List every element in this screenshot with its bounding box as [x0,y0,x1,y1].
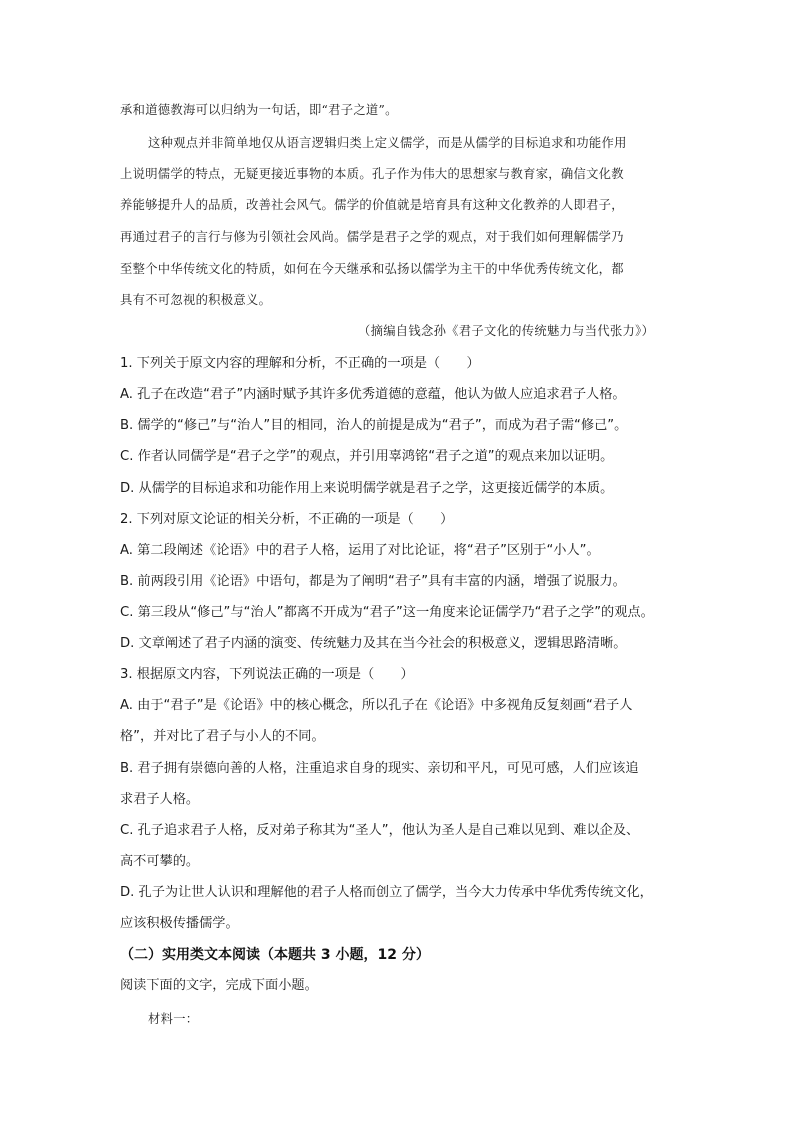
passage-line: 养能够提升人的品质，改善社会风气。儒学的价值就是培育具有这种文化教养的人即君子， [120,198,624,212]
passage-line: 具有不可忽视的积极意义。 [120,293,272,307]
section-heading: （二）实用类文本阅读（本题共 3 小题，12 分） [120,947,430,963]
question-1-option-c: C. 作者认同儒学是“君子之学”的观点，并引用辜鸿铭“君子之道”的观点来加以证明。 [120,449,614,464]
question-2-option-b: B. 前两段引用《论语》中语句，都是为了阐明“君子”具有丰富的内涵，增强了说服力。 [120,574,626,589]
question-2-option-c: C. 第三段从“修己”与“治人”都离不开成为“君子”这一角度来论证儒学乃“君子之学”的观点。 [120,605,654,620]
question-3-option-a: A. 由于“君子”是《论语》中的核心概念，所以孔子在《论语》中多视角反复刻画“君子人 [120,698,633,713]
passage-line: 再通过君子的言行与修为引领社会风尚。儒学是君子之学的观点，对于我们如何理解儒学乃 [120,230,624,244]
question-3-stem: 3. 根据原文内容，下列说法正确的一项是（ ） [120,667,414,682]
question-1-option-b: B. 儒学的“修己”与“治人”目的相同，治人的前提是成为“君子”，而成为君子需“修己”。 [120,418,628,433]
question-3-option-d: D. 孔子为让世人认识和理解他的君子人格而创立了儒学，当今大力传承中华优秀传统文化， [120,885,653,900]
question-2-option-d: D. 文章阐述了君子内涵的演变、传统魅力及其在当今社会的积极意义，逻辑思路清晰。 [120,636,627,651]
question-1-stem: 1. 下列关于原文内容的理解和分析，不正确的一项是（ ） [120,356,480,371]
passage-line: 这种观点并非简单地仅从语言逻辑归类上定义儒学，而是从儒学的目标追求和功能作用 [148,136,627,150]
question-3-option-c-cont: 高不可攀的。 [120,854,200,869]
question-2-stem: 2. 下列对原文论证的相关分析，不正确的一项是（ ） [120,512,454,527]
question-3-option-c: C. 孔子追求君子人格，反对弟子称其为“圣人”，他认为圣人是自己难以见到、难以企及、 [120,823,640,838]
question-2-option-a: A. 第二段阐述《论语》中的君子人格，运用了对比论证，将“君子”区别于“小人”。 [120,543,600,558]
passage-line: 承和道德教海可以归纳为一句话，即“君子之道”。 [120,103,398,117]
question-3-option-a-cont: 格”，并对比了君子与小人的不同。 [120,729,325,744]
question-1-option-a: A. 孔子在改造“君子”内涵时赋予其许多优秀道德的意蕴，他认为做人应追求君子人格。 [120,387,626,402]
section-instruction: 阅读下面的文字，完成下面小题。 [120,978,318,993]
question-1-option-d: D. 从儒学的目标追求和功能作用上来说明儒学就是君子之学，这更接近儒学的本质。 [120,481,614,496]
passage-line: 上说明儒学的特点，无疑更接近事物的本质。孔子作为伟大的思想家与教育家，确信文化教 [120,167,624,181]
material-label: 材料一： [148,1012,199,1026]
question-3-option-d-cont: 应该积极传播儒学。 [120,916,239,931]
passage-source: （摘编自钱念孙《君子文化的传统魅力与当代张力》） [358,324,655,338]
question-3-option-b: B. 君子拥有崇德向善的人格，注重追求自身的现实、亲切和平凡，可见可感，人们应该追 [120,761,639,776]
passage-line: 至整个中华传统文化的特质，如何在今天继承和弘扬以儒学为主干的中华优秀传统文化，都 [120,262,624,276]
question-3-option-b-cont: 求君子人格。 [120,792,200,807]
